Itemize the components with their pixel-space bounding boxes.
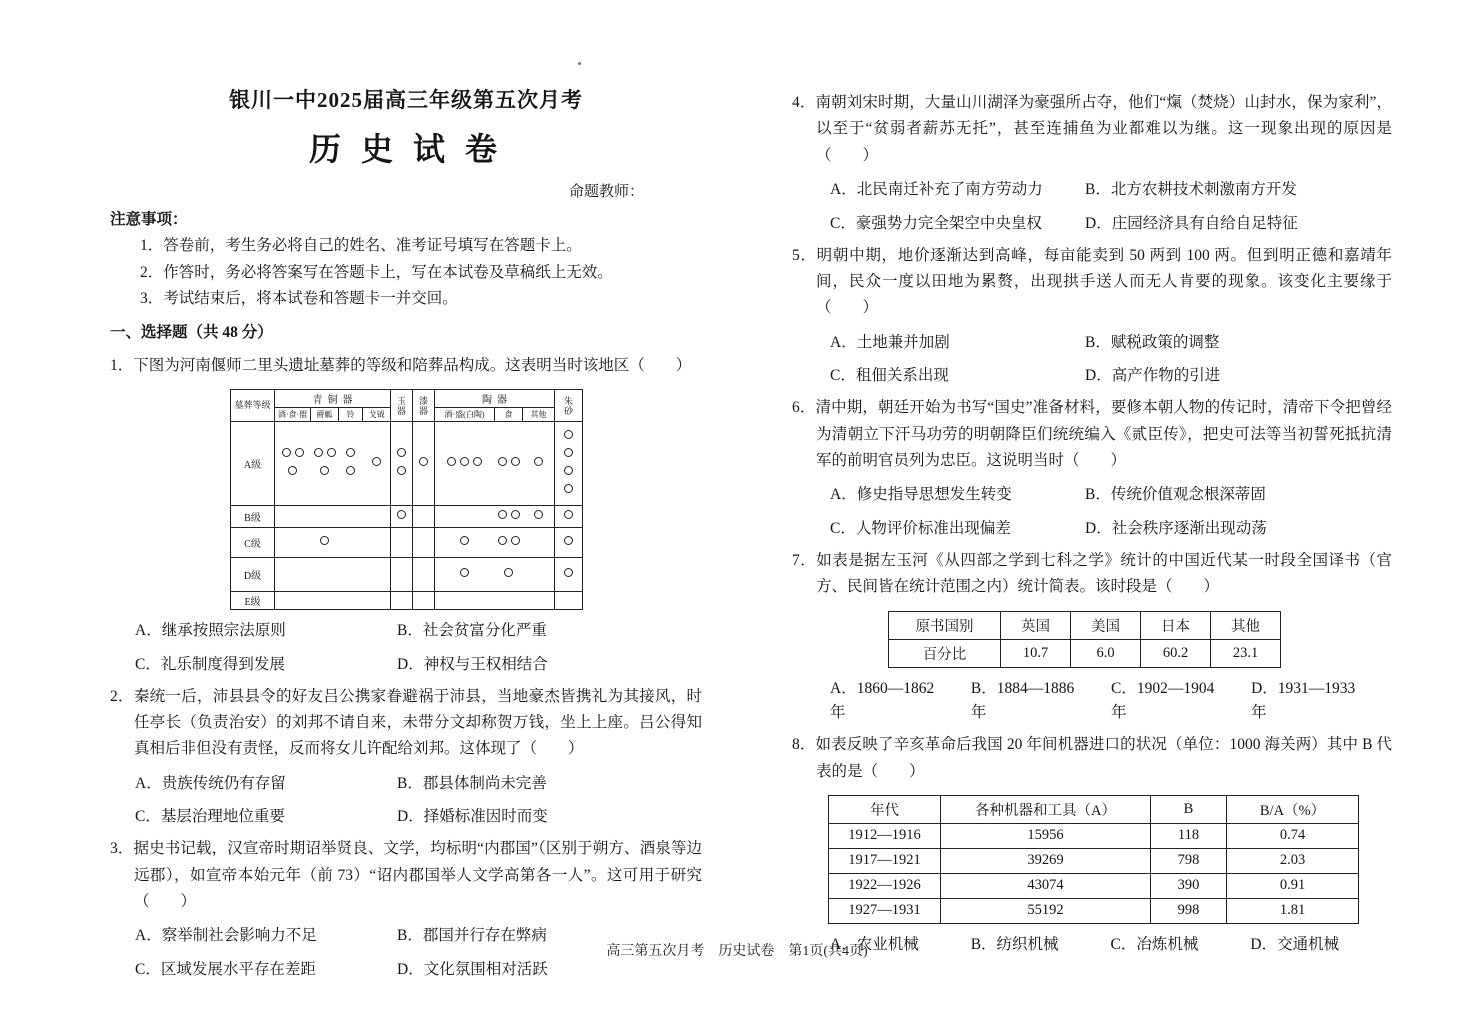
question-7-options: [792, 677, 1392, 727]
option-1b: B．社会贫富分化严重: [397, 622, 547, 640]
option-4b: B．北方农耕技术刺激南方开发: [1085, 181, 1297, 199]
figure-cell: [435, 558, 495, 592]
question-2-stem: 2．秦统一后，沛县县令的好友吕公携家眷避祸于沛县，当地豪杰皆携礼为其接风，时任亭长（负责治安）的刘邦不请自来，未带分文却称贺万钱，坐上上座。吕公得知真相后非但没有责怪，反而将女儿许配给刘邦。这体现了（ ）: [110, 687, 702, 758]
figure-cell: [339, 506, 363, 528]
figure-corner-label: 墓葬等级: [231, 390, 275, 422]
artifact-circle: [288, 466, 297, 475]
table-cell: 1922—1926: [829, 873, 941, 898]
option-2d: D．择婚标准因时而变: [397, 808, 548, 826]
figure-cell: [435, 528, 495, 558]
option-8a: A．农业机械: [830, 935, 919, 953]
option-1d: D．神权与王权相结合: [397, 655, 548, 673]
figure-group-label: 陶器: [435, 390, 555, 408]
artifact-circle: [460, 536, 469, 545]
option-8d: D．交通机械: [1250, 935, 1340, 953]
table-cell: 798: [1151, 848, 1227, 873]
figure-cell: [275, 528, 311, 558]
table-cell: 10.7: [1001, 639, 1071, 667]
left-column: [110, 84, 702, 987]
option-2a: A．贵族传统仍有存留: [135, 774, 286, 792]
figure-group-label: 朱砂: [555, 390, 583, 422]
table-cell: 1.81: [1227, 898, 1359, 923]
option-6b: B．传统价值观念根深蒂固: [1085, 486, 1266, 504]
question-8-stem: 8．如表反映了辛亥革命后我国 20 年间机器进口的状况（单位：1000 海关两）其中 B 代表的是（ ）: [792, 736, 1392, 780]
subject-title: 历 史 试 卷: [308, 131, 503, 167]
table-cell: 2.03: [1227, 848, 1359, 873]
table-cell: 百分比: [889, 639, 1001, 667]
artifact-circle: [397, 510, 406, 519]
figure-cell: [391, 422, 413, 506]
table-cell: 原书国别: [889, 611, 1001, 639]
option-5a: A．土地兼并加剧: [830, 333, 950, 351]
question-5-options: [792, 331, 1392, 390]
artifact-circle: [320, 536, 329, 545]
artifact-circle: [564, 536, 573, 545]
question-8: [792, 732, 1392, 957]
option-5d: D．高产作物的引进: [1085, 367, 1221, 385]
figure-cell: [413, 558, 435, 592]
table-cell: 其他: [1211, 611, 1281, 639]
figure-cell: [523, 422, 555, 506]
question-1-stem: 1．下图为河南偃师二里头遗址墓葬的等级和陪葬品构成。这表明当时该地区（ ）: [110, 356, 692, 374]
exam-title: 银川一中2025届高三年级第五次月考: [229, 88, 583, 112]
table-cell: 6.0: [1071, 639, 1141, 667]
artifact-circle: [534, 457, 543, 466]
artifact-circle: [346, 466, 355, 475]
figure-subcolumn-label: 爵觚: [311, 408, 339, 422]
question-4-stem: 4．南朝刘宋时期，大量山川湖泽为豪强所占夺，他们“熂（焚烧）山封水，保为家利”，以至于“贫弱者薪苏无托”，甚至连捕鱼为业都难以为继。这一现象出现的原因是（ ）: [792, 94, 1392, 164]
artifact-circle: [327, 448, 336, 457]
option-4a: A．北民南迁补充了南方劳动力: [830, 181, 1043, 199]
figure-subcolumn-label: 其他: [523, 408, 555, 422]
figure-cell: [523, 528, 555, 558]
figure-cell: [363, 528, 391, 558]
notice-item-2: 2．作答时，务必将答案写在答题卡上，写在本试卷及草稿纸上无效。: [140, 263, 613, 281]
figure-subcolumn-label: 酒·食·盥: [275, 408, 311, 422]
artifact-circle: [473, 457, 482, 466]
figure-cell: [311, 506, 339, 528]
question-4: [792, 90, 1392, 237]
figure-group-label: 漆器: [413, 390, 435, 422]
translated-books-table: [888, 611, 1392, 668]
question-1: [110, 353, 702, 678]
burial-goods-figure: [230, 389, 702, 610]
table-cell: 15956: [941, 823, 1151, 848]
artifact-circle: [295, 448, 304, 457]
option-6c: C．人物评价标准出现偏差: [830, 520, 1011, 538]
artifact-circle: [564, 448, 573, 457]
figure-cell: [363, 558, 391, 592]
artifact-circle: [397, 466, 406, 475]
artifact-circle: [564, 568, 573, 577]
option-7a: A．1860—1862年: [830, 679, 935, 722]
figure-cell: [311, 558, 339, 592]
figure-row-label: B级: [231, 506, 275, 528]
figure-cell: [339, 422, 363, 506]
artifact-circle: [460, 457, 469, 466]
table-cell: 43074: [941, 873, 1151, 898]
table-cell: 118: [1151, 823, 1227, 848]
option-6a: A．修史指导思想发生转变: [830, 486, 1012, 504]
figure-cell: [339, 592, 363, 610]
artifact-circle: [346, 448, 355, 457]
option-2b: B．郡县体制尚未完善: [397, 774, 547, 792]
option-7d: D．1931—1933年: [1251, 679, 1356, 722]
artifact-circle: [460, 568, 469, 577]
artifact-circle: [498, 536, 507, 545]
right-column: [792, 84, 1392, 987]
artifact-circle: [534, 510, 543, 519]
table-cell: B: [1151, 795, 1227, 823]
table-cell: 39269: [941, 848, 1151, 873]
question-7-stem: 7．如表是据左玉河《从四部之学到七科之学》统计的中国近代某一时段全国译书（官方、民间皆在统计范围之内）统计简表。该时段是（ ）: [792, 551, 1392, 596]
question-3-stem: 3．据史书记载，汉宣帝时期诏举贤良、文学，均标明“内郡国”（区别于朔方、酒泉等边远郡），如宣帝本始元年（前 73）“诏内郡国举人文学高第各一人”。这可用于研究（ ）: [110, 840, 702, 910]
figure-cell: [435, 506, 495, 528]
figure-cell: [275, 422, 311, 506]
table-cell: 日本: [1141, 611, 1211, 639]
artifact-circle: [511, 457, 520, 466]
artifact-circle: [511, 510, 520, 519]
option-3c: C．区域发展水平存在差距: [135, 961, 316, 979]
artifact-circle: [397, 448, 406, 457]
figure-group-label: 青铜器: [275, 390, 391, 408]
table-cell: 998: [1151, 898, 1227, 923]
option-8c: C．冶炼机械: [1110, 935, 1199, 953]
figure-cell: [391, 506, 413, 528]
option-3a: A．察举制社会影响力不足: [135, 927, 317, 945]
table-cell: 1927—1931: [829, 898, 941, 923]
artifact-circle: [282, 448, 291, 457]
figure-cell: [413, 528, 435, 558]
table-cell: 60.2: [1141, 639, 1211, 667]
question-2-options: [110, 772, 702, 831]
figure-group-label: 玉器: [391, 390, 413, 422]
artifact-circle: [498, 457, 507, 466]
artifact-circle: [372, 457, 381, 466]
question-7: [792, 548, 1392, 726]
figure-cell: [311, 422, 339, 506]
page-footer: 高三第五次月考 历史试卷 第1页(共4页): [606, 944, 868, 959]
artifact-circle: [564, 430, 573, 439]
option-1c: C．礼乐制度得到发展: [135, 655, 285, 673]
artifact-circle: [564, 466, 573, 475]
option-5b: B．赋税政策的调整: [1085, 333, 1220, 351]
figure-cell: [555, 506, 583, 528]
table-cell: 23.1: [1211, 639, 1281, 667]
question-4-options: [792, 178, 1392, 237]
figure-cell: [413, 422, 435, 506]
figure-cell: [555, 558, 583, 592]
figure-cell: [555, 422, 583, 506]
figure-cell: [391, 528, 413, 558]
artifact-circle: [504, 568, 513, 577]
option-7b: B．1884—1886年: [970, 679, 1075, 722]
table-cell: B/A（%）: [1227, 795, 1359, 823]
figure-cell: [311, 592, 339, 610]
figure-subcolumn-label: 酒·盛(白陶): [435, 408, 495, 422]
print-mark: [578, 62, 581, 65]
figure-cell: [555, 528, 583, 558]
table-cell: 1917—1921: [829, 848, 941, 873]
figure-cell: [495, 592, 523, 610]
table-cell: 390: [1151, 873, 1227, 898]
option-4c: C．豪强势力完全架空中央皇权: [830, 214, 1042, 232]
figure-cell: [523, 558, 555, 592]
figure-cell: [339, 528, 363, 558]
option-1a: A．继承按照宗法原则: [135, 622, 286, 640]
option-3d: D．文化氛围相对活跃: [397, 961, 548, 979]
question-5: [792, 243, 1392, 390]
notice-item-1: 1．答卷前，考生务必将自己的姓名、准考证号填写在答题卡上。: [140, 237, 582, 255]
question-6: [792, 395, 1392, 542]
option-8b: B．纺织机械: [970, 935, 1059, 953]
table-cell: 年代: [829, 795, 941, 823]
figure-cell: [495, 506, 523, 528]
question-5-stem: 5．明朝中期，地价逐渐达到高峰，每亩能卖到 50 两到 100 两。但到明正德和嘉靖年间，民众一度以田地为累赘，出现拱手送人而无人肯要的现象。该变化主要缘于（ ）: [792, 246, 1392, 317]
figure-cell: [495, 528, 523, 558]
table-cell: 1912—1916: [829, 823, 941, 848]
figure-cell: [391, 558, 413, 592]
figure-cell: [523, 592, 555, 610]
figure-cell: [363, 592, 391, 610]
figure-cell: [275, 592, 311, 610]
section-title: 一、选择题（共 48 分）: [110, 324, 273, 342]
figure-cell: [339, 558, 363, 592]
option-4d: D．庄园经济具有自给自足特征: [1085, 214, 1298, 232]
figure-cell: [495, 422, 523, 506]
question-1-options: [110, 619, 702, 678]
figure-cell: [391, 592, 413, 610]
machine-imports-table: [828, 795, 1392, 924]
table-cell: 0.74: [1227, 823, 1359, 848]
option-5c: C．租佃关系出现: [830, 367, 949, 385]
artifact-circle: [498, 510, 507, 519]
artifact-circle: [511, 536, 520, 545]
figure-cell: [435, 422, 495, 506]
figure-subcolumn-label: 戈钺: [363, 408, 391, 422]
figure-cell: [275, 558, 311, 592]
teacher-label: 命题教师：: [568, 184, 644, 200]
figure-cell: [363, 422, 391, 506]
figure-subcolumn-label: 食: [495, 408, 523, 422]
notice-item-3: 3．考试结束后，将本试卷和答题卡一并交回。: [140, 290, 458, 308]
question-2: [110, 684, 702, 831]
artifact-circle: [314, 448, 323, 457]
option-3b: B．郡国并行存在弊病: [397, 927, 547, 945]
artifact-circle: [447, 457, 456, 466]
figure-row-label: C级: [231, 528, 275, 558]
figure-cell: [275, 506, 311, 528]
figure-cell: [413, 592, 435, 610]
table-cell: 美国: [1071, 611, 1141, 639]
question-3: [110, 836, 702, 983]
table-cell: 0.91: [1227, 873, 1359, 898]
artifact-circle: [564, 510, 573, 519]
table-cell: 各种机器和工具（A）: [941, 795, 1151, 823]
figure-row-label: A级: [231, 422, 275, 506]
figure-cell: [523, 506, 555, 528]
notice-title: 注意事项：: [110, 211, 188, 228]
artifact-circle: [419, 457, 428, 466]
figure-cell: [495, 558, 523, 592]
question-6-options: [792, 483, 1392, 542]
figure-row-label: E级: [231, 592, 275, 610]
option-6d: D．社会秩序逐渐出现动荡: [1085, 520, 1267, 538]
option-2c: C．基层治理地位重要: [135, 808, 285, 826]
table-cell: 55192: [941, 898, 1151, 923]
figure-cell: [413, 506, 435, 528]
artifact-circle: [320, 466, 329, 475]
notice-block: [110, 207, 702, 312]
figure-subcolumn-label: 铃: [339, 408, 363, 422]
figure-cell: [435, 592, 495, 610]
figure-cell: [363, 506, 391, 528]
question-6-stem: 6．清中期，朝廷开始为书写“国史”准备材料，要修本朝人物的传记时，清帝下令把曾经为清朝立下汗马功劳的明朝降臣们统统编入《贰臣传》，把史可法等当初誓死抵抗清军的前明官员列为忠臣。这说明当时（ ）: [792, 399, 1392, 469]
table-cell: 英国: [1001, 611, 1071, 639]
figure-cell: [311, 528, 339, 558]
artifact-circle: [564, 484, 573, 493]
option-7c: C．1902—1904年: [1111, 679, 1215, 722]
figure-cell: [555, 592, 583, 610]
figure-row-label: D级: [231, 558, 275, 592]
